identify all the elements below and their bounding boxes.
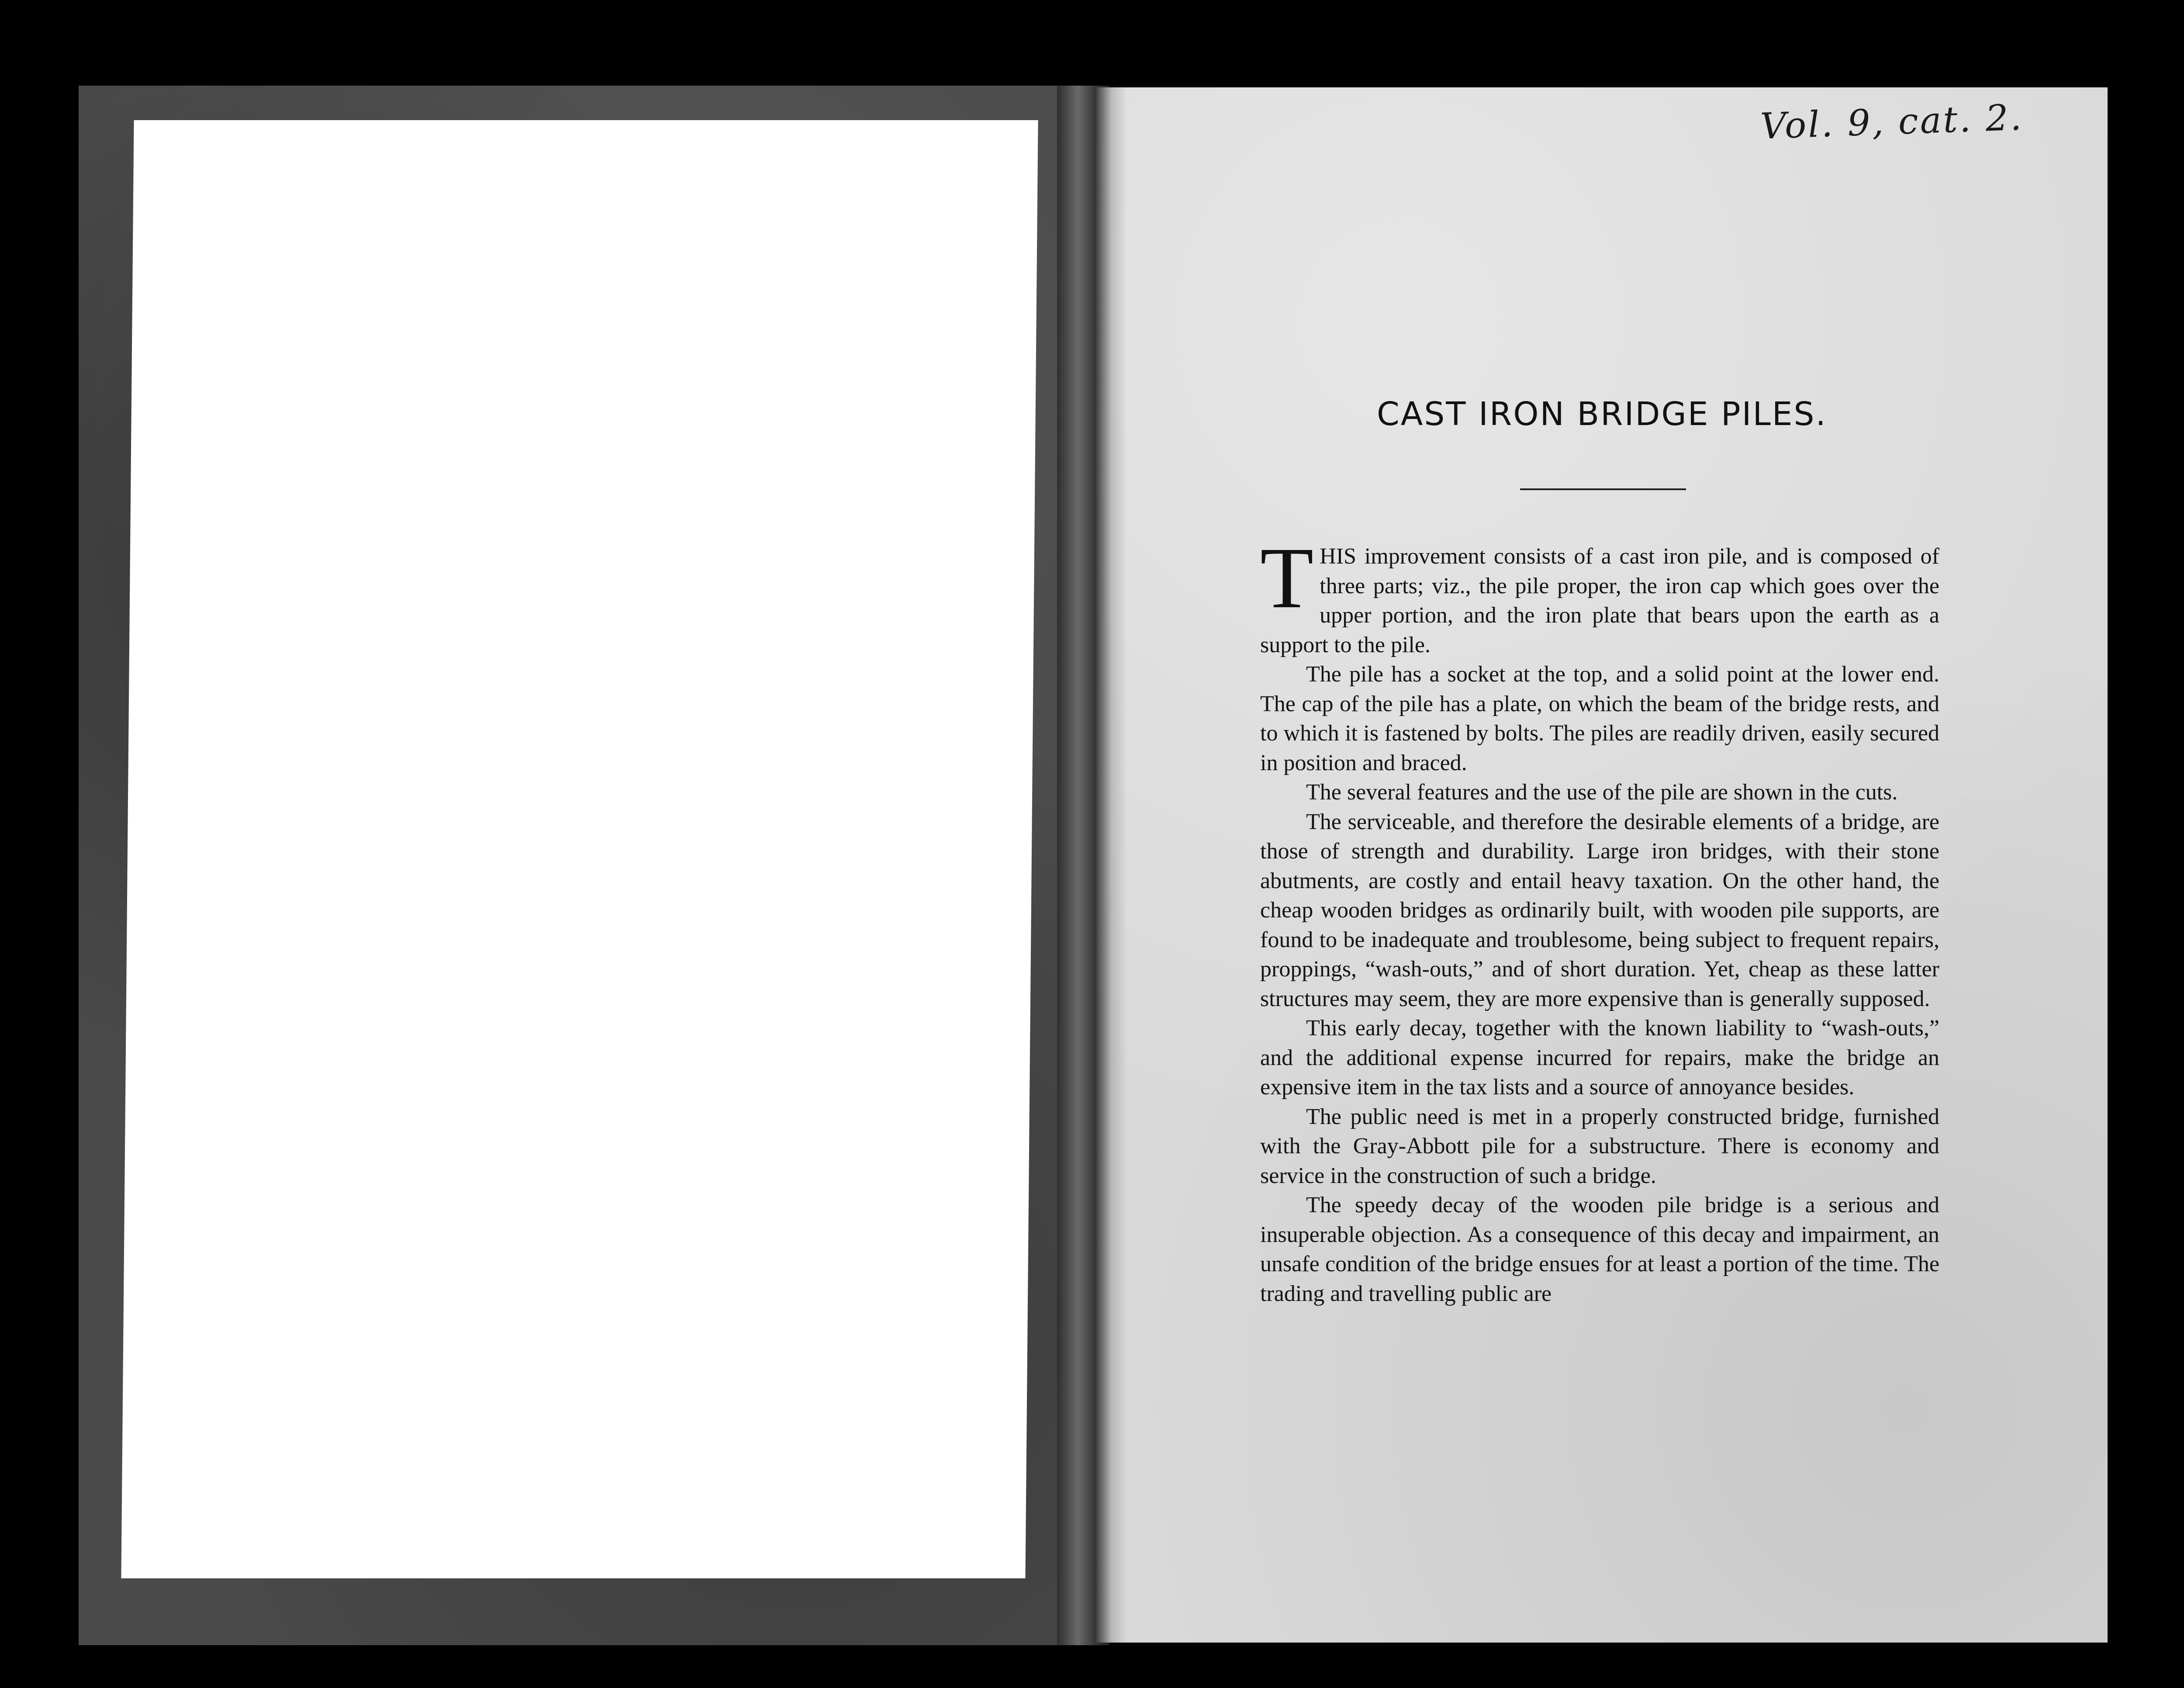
paragraph-7: The speedy decay of the wooden pile bridge is a serious and insuperable objection. As a consequence of this decay and impairment, an unsafe condition of the bridge ensues for at least a portion of the time. The trading and travelling public are	[1260, 1193, 1939, 1306]
body-text	[1260, 530, 1939, 1308]
handwritten-catalog-note: Vol. 9, cat. 2.	[1759, 97, 2024, 148]
blank-left-page	[121, 120, 1038, 1578]
paragraph-4: The serviceable, and therefore the desirable elements of a bridge, are those of strength and durability. Large iron bridges, with their stone abutments, are costly and entail heavy taxation. On the other hand, the cheap wooden bridges as ordinarily built, with wooden pile supports, are found to be inadequate and troublesome, being subject to frequent repairs, proppings, “wash-outs,” and of short duration. Yet, cheap as these latter structures may seem, they are more expensive than is generally supposed.	[1260, 809, 1939, 1011]
paragraph-5: This early decay, together with the known liability to “wash-outs,” and the additional expense incurred for repairs, make the bridge an expensive item in the tax lists and a source of annoyance besides.	[1260, 1016, 1939, 1100]
paragraph-1-text: HIS improvement consists of a cast iron pile, and is composed of three parts; viz., the pile proper, the iron cap which goes over the upper portion, and the iron plate that bears upon the earth as a support to the pile.	[1260, 544, 1939, 657]
title-rule	[1520, 488, 1686, 490]
paragraph-3: The several features and the use of the pile are shown in the cuts.	[1306, 780, 1898, 805]
paragraph-1	[1260, 530, 1939, 660]
paragraph-6: The public need is met in a properly constructed bridge, furnished with the Gray-Abbott pile for a substructure. There is economy and service in the construction of such a bridge.	[1260, 1104, 1939, 1188]
drop-cap: T	[1260, 530, 1314, 626]
page-title: CAST IRON BRIDGE PILES.	[1377, 395, 1827, 433]
paragraph-2: The pile has a socket at the top, and a solid point at the lower end. The cap of the pile has a plate, on which the beam of the bridge rests, and to which it is fastened by bolts. The piles are readily driven, easily secured in position and braced.	[1260, 662, 1939, 775]
page-shadow-edge	[1096, 87, 1127, 1643]
